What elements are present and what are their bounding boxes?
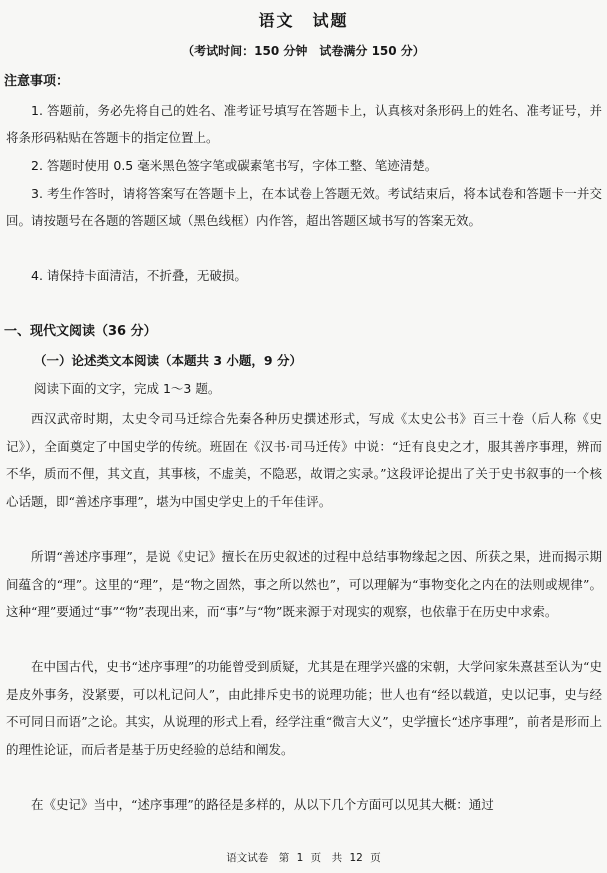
- notice-item: 1. 答题前，务必先将自己的姓名、准考证号填写在答题卡上，认真核对条形码上的姓名、准考证号，并将条形码粘贴在答题卡的指定位置上。: [6, 103, 602, 145]
- exam-subtitle: （考试时间：150 分钟 试卷满分 150 分）: [182, 44, 425, 58]
- notice-item: 3. 考生作答时，请将答案写在答题卡上，在本试卷上答题无效。考试结束后，将本试卷和答题卡一并交回。请按题号在各题的答题区域（黑色线框）内作答，超出答题区域书写的答案无效。: [6, 186, 602, 228]
- exam-title: 语文 试题: [258, 11, 349, 30]
- reading-paragraph: 在《史记》当中，“述序事理”的路径是多样的，从以下几个方面可以见其大概：通过: [31, 797, 494, 812]
- reading-instruction: 阅读下面的文字，完成 1～3 题。: [34, 381, 221, 396]
- reading-paragraph: 所谓“善述序事理”，是说《史记》擅长在历史叙述的过程中总结事物缘起之因、所获之果，进而揭示期间蕴含的“理”。这里的“理”，是“物之固然，事之所以然也”，可以理解为“事物变化之内在的法则或规律”。这种“理”要通过“事”“物”表现出来，而“事”与“物”既来源于对现实的观察，也依靠于在历史中求索。: [6, 549, 602, 619]
- notice-item: 4. 请保持卡面清洁，不折叠，无破损。: [31, 268, 247, 283]
- page-footer: 语文试卷 第 1 页 共 12 页: [226, 852, 381, 864]
- reading-paragraph: 在中国古代，史书“述序事理”的功能曾受到质疑，尤其是在理学兴盛的宋朝，大学问家朱熹甚至认为“史是皮外事务，没紧要，可以札记问人”，由此排斥史书的说理功能；世人也有“经以载道，史以记事，史与经不可同日而语”之论。其实，从说理的形式上看，经学注重“微言大义”，史学擅长“述序事理”，前者是形而上的理性论证，而后者是基于历史经验的总结和阐发。: [6, 659, 602, 757]
- notice-heading: 注意事项：: [4, 74, 70, 89]
- notice-item: 2. 答题时使用 0.5 毫米黑色签字笔或碳素笔书写，字体工整、笔迹清楚。: [31, 158, 438, 173]
- reading-paragraph: 西汉武帝时期，太史令司马迁综合先秦各种历史撰述形式，写成《太史公书》百三十卷（后人称《史记》），全面奠定了中国史学的传统。班固在《汉书·司马迁传》中说：“迁有良史之才，服其善序事理，辨而不华，质而不俚，其文直，其事核，不虚美，不隐恶，故谓之实录。”这段评论提出了关于史书叙事的一个核心话题，即“善述序事理”，堪为中国史学史上的千年佳评。: [6, 411, 602, 509]
- sub-section-heading: （一）论述类文本阅读（本题共 3 小题，9 分）: [34, 353, 302, 368]
- section-heading: 一、现代文阅读（36 分）: [4, 324, 157, 339]
